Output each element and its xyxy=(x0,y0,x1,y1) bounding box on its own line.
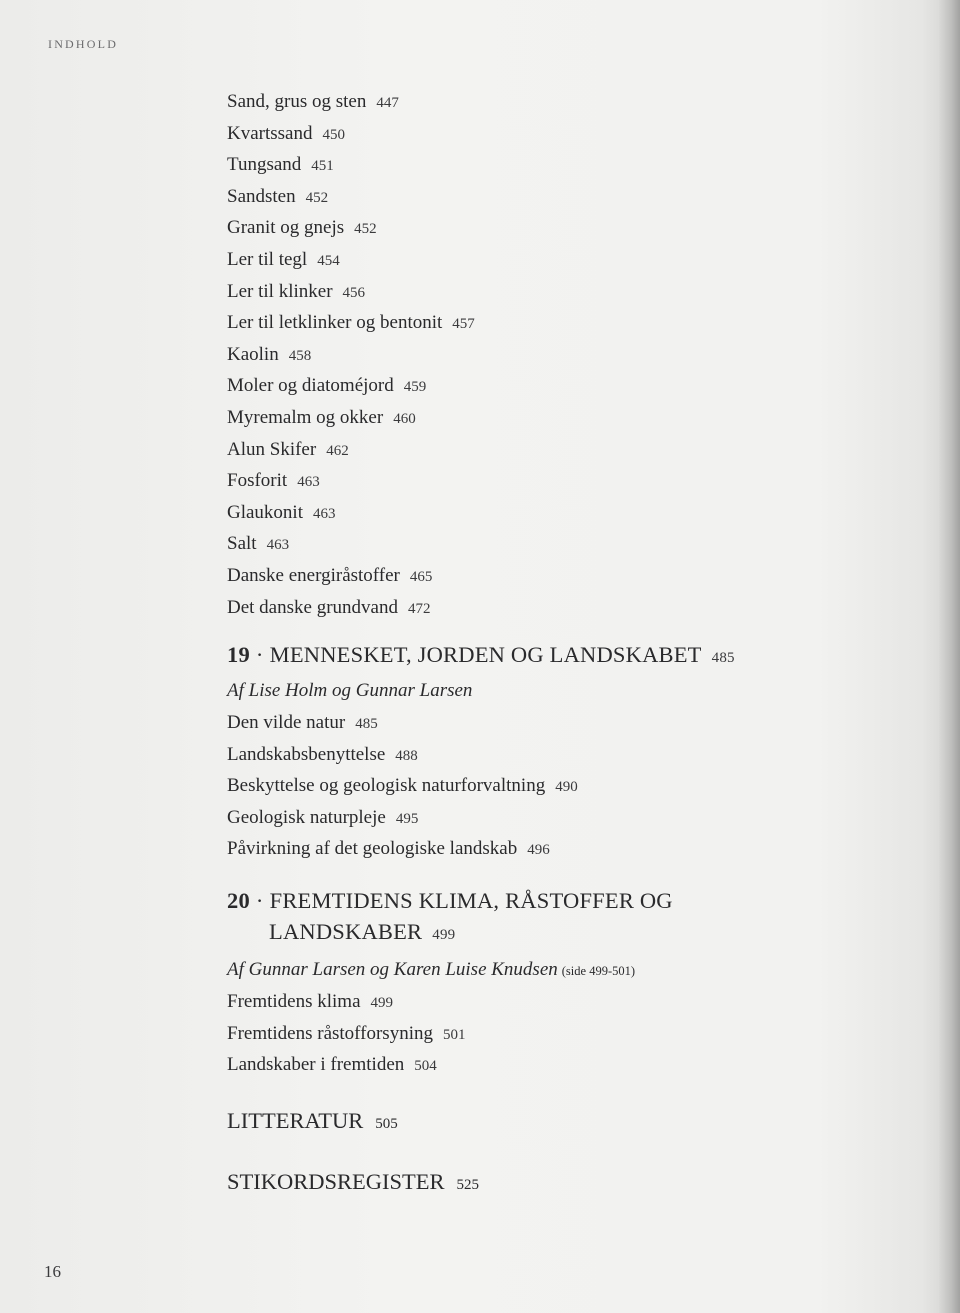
entry-title: Kaolin xyxy=(227,343,279,365)
author-note: (side 499-501) xyxy=(561,964,636,979)
entry-page: 458 xyxy=(288,347,312,364)
entry-page: 452 xyxy=(354,221,377,238)
spine-shadow xyxy=(938,0,960,1313)
toc-entry xyxy=(227,465,847,497)
section-page: 505 xyxy=(375,1115,398,1132)
section-page: 525 xyxy=(456,1176,480,1193)
chapter-20-heading xyxy=(227,885,847,951)
chapter-20-entries xyxy=(227,986,847,1081)
entry-page: 495 xyxy=(395,810,419,827)
toc-entry xyxy=(227,770,847,802)
entry-page: 488 xyxy=(395,747,418,764)
entry-title: Myremalm og okker xyxy=(227,406,384,428)
entry-page: 457 xyxy=(452,316,475,333)
toc-entry xyxy=(227,497,847,529)
toc-entry xyxy=(227,833,847,865)
entry-title: Fremtidens råstofforsyning xyxy=(227,1022,433,1044)
entry-title: Geologisk naturpleje xyxy=(227,806,386,828)
toc-entry xyxy=(227,276,847,308)
page-number: 16 xyxy=(44,1262,61,1281)
entry-page: 463 xyxy=(297,474,320,491)
toc-entry xyxy=(227,802,847,834)
entry-page: 463 xyxy=(266,537,290,554)
entry-title: Ler til letklinker og bentonit xyxy=(227,312,443,334)
toc-entry xyxy=(227,86,847,118)
chapter-20-author xyxy=(227,953,847,986)
entry-page: 472 xyxy=(407,600,431,617)
entry-page: 459 xyxy=(403,379,427,396)
section-title: STIKORDSREGISTER xyxy=(227,1168,445,1194)
entry-page: 499 xyxy=(370,995,394,1012)
entry-page: 463 xyxy=(313,505,336,522)
entry-page: 452 xyxy=(305,189,329,206)
toc-entry xyxy=(227,370,847,402)
entry-title: Den vilde natur xyxy=(227,712,346,734)
entry-title: Fosforit xyxy=(227,470,288,492)
chapter-title-line2-wrap xyxy=(227,916,847,951)
entry-title: Kvartssand xyxy=(227,122,313,144)
entry-page: 460 xyxy=(393,410,416,427)
stikordsregister-heading xyxy=(227,1166,847,1201)
chapter-title: MENNESKET, JORDEN OG LANDSKABET xyxy=(269,642,702,668)
entry-title: Granit og gnejs xyxy=(227,217,345,239)
toc-entry xyxy=(227,434,847,466)
chapter-page: 499 xyxy=(432,927,456,944)
toc-entry xyxy=(227,307,847,339)
entry-title: Beskyttelse og geologisk naturforvaltning xyxy=(227,775,546,797)
chapter-title-line1: FREMTIDENS KLIMA, RÅSTOFFER OG xyxy=(269,888,673,914)
entry-page: 450 xyxy=(322,126,345,143)
toc-entry xyxy=(227,212,847,244)
entry-title: Salt xyxy=(227,533,257,555)
chapter-19-heading xyxy=(227,639,847,674)
chapter-separator: · xyxy=(255,888,264,914)
entry-page: 504 xyxy=(414,1058,437,1075)
toc-entry xyxy=(227,1049,847,1081)
chapter-19-entries xyxy=(227,707,847,865)
toc-entry xyxy=(227,118,847,150)
chapter-number: 20 xyxy=(227,888,250,914)
entry-title: Fremtidens klima xyxy=(227,991,361,1013)
toc-entry xyxy=(227,1018,847,1050)
chapter-title-line2: LANDSKABER xyxy=(269,919,423,945)
entry-title: Påvirkning af det geologiske landskab xyxy=(227,838,518,860)
entry-page: 465 xyxy=(409,568,433,585)
entry-title: Landskaber i fremtiden xyxy=(227,1054,405,1076)
entry-page: 462 xyxy=(326,442,349,459)
entry-title: Ler til tegl xyxy=(227,248,308,270)
entry-page: 447 xyxy=(376,95,399,111)
entry-title: Glaukonit xyxy=(227,501,303,523)
toc-entry xyxy=(227,528,847,560)
chapter-page: 485 xyxy=(711,650,735,667)
entry-title: Danske energiråstoffer xyxy=(227,564,400,586)
litteratur-heading xyxy=(227,1105,847,1140)
entry-title: Ler til klinker xyxy=(227,280,333,302)
chapter-number: 19 xyxy=(227,642,250,668)
entries-top xyxy=(227,86,847,623)
chapter-19-author: Af Lise Holm og Gunnar Larsen xyxy=(227,680,473,702)
entry-page: 485 xyxy=(355,716,378,733)
entry-page: 454 xyxy=(317,252,340,269)
entry-title: Tungsand xyxy=(227,154,302,176)
running-head: INDHOLD xyxy=(48,37,119,51)
entry-title: Sandsten xyxy=(227,185,296,207)
toc-entry xyxy=(227,592,847,624)
toc-entry xyxy=(227,739,847,771)
entry-title: Landskabsbenyttelse xyxy=(227,743,386,765)
toc-entry xyxy=(227,149,847,181)
toc-entry xyxy=(227,181,847,213)
toc-entry xyxy=(227,986,847,1018)
entry-page: 456 xyxy=(342,284,366,301)
entry-title: Moler og diatoméjord xyxy=(227,375,394,397)
entry-title: Sand, grus og sten xyxy=(227,91,367,112)
entry-title: Alun Skifer xyxy=(227,438,317,460)
author-names: Af Gunnar Larsen og Karen Luise Knudsen xyxy=(227,959,558,981)
section-title: LITTERATUR xyxy=(227,1107,364,1133)
table-of-contents xyxy=(227,86,847,1201)
toc-entry xyxy=(227,339,847,371)
toc-entry xyxy=(227,402,847,434)
entry-page: 490 xyxy=(555,779,578,796)
chapter-separator: · xyxy=(255,642,264,668)
toc-entry xyxy=(227,560,847,592)
toc-entry xyxy=(227,244,847,276)
entry-page: 496 xyxy=(527,842,550,859)
entry-title: Det danske grundvand xyxy=(227,596,398,618)
toc-entry xyxy=(227,707,847,739)
entry-page: 451 xyxy=(311,158,334,175)
entry-page: 501 xyxy=(443,1026,466,1043)
